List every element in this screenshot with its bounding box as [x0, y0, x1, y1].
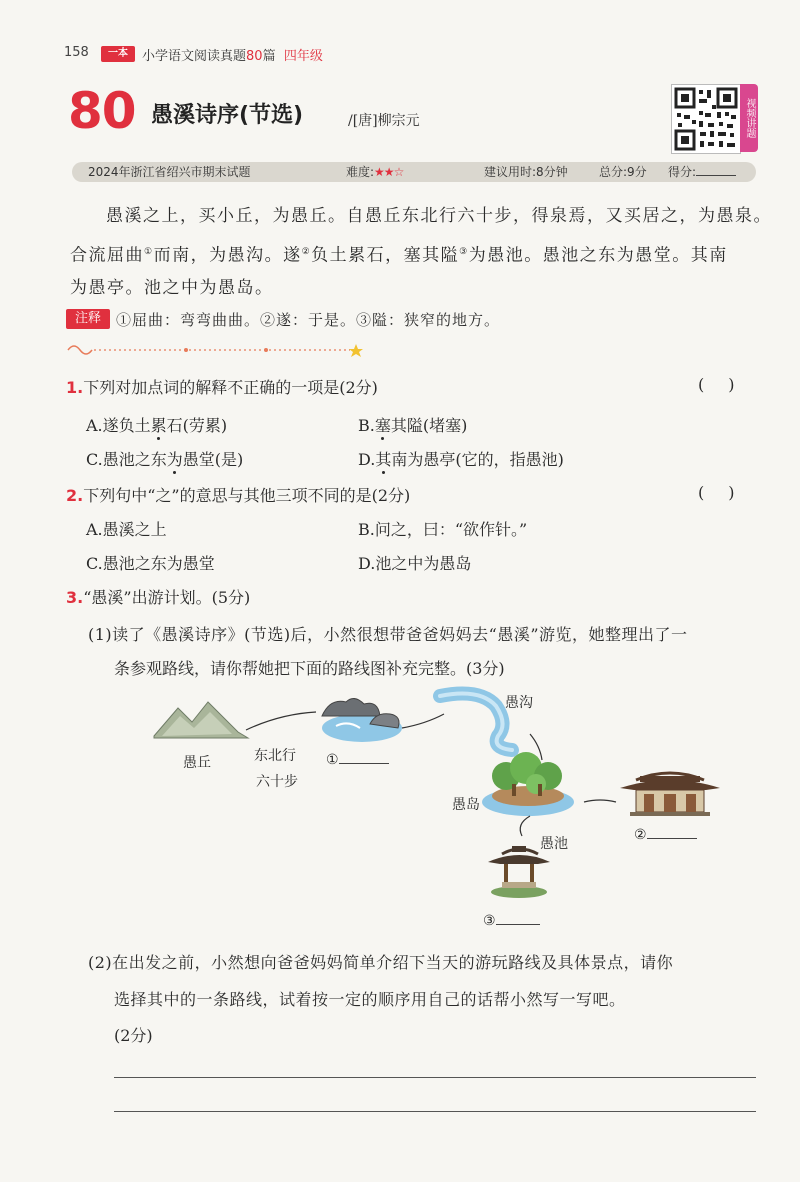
route-diagram [140, 684, 740, 944]
q1-option-a[interactable]: A.遂负土累石(劳累) [86, 416, 228, 435]
q1-option-c[interactable]: C.愚池之东为愚堂(是) [86, 450, 244, 469]
label-yuqiu: 愚丘 [183, 755, 211, 771]
notes-text: ①屈曲：弯弯曲曲。②遂：于是。③隘：狭窄的地方。 [116, 311, 501, 329]
lesson-title: 愚溪诗序(节选) [151, 103, 304, 128]
difficulty: 难度:★★☆ [346, 165, 404, 179]
q2-option-a[interactable]: A.愚溪之上 [86, 520, 167, 539]
q2-option-b[interactable]: B.问之，曰：“欲作针。” [358, 520, 528, 539]
blank-1-answer[interactable]: ① [326, 752, 389, 768]
answer-line-1[interactable] [114, 1077, 756, 1078]
q3-sub2-line1: (2)在出发之前，小然想向爸爸妈妈简单介绍下当天的游玩路线及具体景点，请你 [88, 953, 674, 972]
pavilion-icon [488, 846, 550, 898]
qr-code-icon[interactable] [671, 84, 741, 154]
q3-sub1-line1: (1)读了《愚溪诗序》(节选)后，小然很想带爸爸妈妈去“愚溪”游览，她整理出了一 [88, 625, 688, 644]
hall-building-icon [620, 773, 720, 816]
island-icon [482, 752, 574, 816]
total-score: 总分:9分 [599, 165, 647, 179]
passage-line-1: 愚溪之上，买小丘，为愚丘。自愚丘东北行六十步，得泉焉，又买居之，为愚泉。 [106, 206, 772, 226]
label-yugou: 愚沟 [505, 695, 533, 711]
score-field[interactable]: 得分: [668, 162, 736, 182]
star-icon [349, 344, 363, 357]
q2-answer-box[interactable]: () [698, 483, 759, 502]
notes-tag: 注释 [66, 309, 110, 329]
page-number: 158 [64, 45, 89, 60]
q2-option-c[interactable]: C.愚池之东为愚堂 [86, 554, 215, 573]
q1-answer-box[interactable]: () [698, 375, 759, 394]
yuqiu-hill-icon [154, 702, 248, 738]
blank-3-answer[interactable]: ③ [483, 913, 540, 929]
q3-sub2-line2: 选择其中的一条路线，试着按一定的顺序用自己的话帮小然写一写吧。 [114, 990, 626, 1009]
series-title: 小学语文阅读真题80篇 四年级 [142, 49, 323, 64]
passage-line-3: 为愚亭。池之中为愚岛。 [70, 278, 274, 298]
q3-sub1-line2: 条参观路线，请你帮她把下面的路线图补充完整。(3分) [114, 659, 505, 678]
exam-source: 2024年浙江省绍兴市期末试题 [88, 165, 251, 179]
answer-line-2[interactable] [114, 1111, 756, 1112]
passage-line-2: 合流屈曲①而南，为愚沟。遂②负土累石，塞其隘③为愚池。愚池之东为愚堂。其南 [70, 245, 728, 266]
label-direction-1: 东北行 [254, 748, 296, 764]
q2-option-d[interactable]: D.池之中为愚岛 [358, 554, 472, 573]
label-yudao: 愚岛 [452, 797, 480, 813]
video-explain-tab[interactable]: 视频讲题 [740, 84, 758, 152]
route-line [246, 712, 316, 730]
q3-sub2-line3: (2分) [114, 1026, 153, 1045]
label-direction-2: 六十步 [256, 774, 298, 790]
lesson-author: /[唐]柳宗元 [348, 113, 420, 129]
label-yuchi: 愚池 [540, 836, 568, 852]
suggested-time: 建议用时:8分钟 [484, 165, 568, 179]
qr-code-graphic [672, 85, 740, 153]
q1-option-d[interactable]: D.其南为愚亭(它的，指愚池) [358, 450, 564, 469]
question-2: 2.下列句中“之”的意思与其他三项不同的是(2分) [66, 486, 411, 505]
spring-rocks-icon [322, 698, 402, 742]
blank-2-answer[interactable]: ② [634, 827, 697, 843]
brand-badge: 一本 [101, 46, 135, 62]
decorative-divider [66, 340, 366, 360]
question-1: 1.下列对加点词的解释不正确的一项是(2分) [66, 378, 378, 397]
q1-option-b[interactable]: B.塞其隘(堵塞) [358, 416, 468, 435]
difficulty-stars: ★★☆ [374, 165, 404, 179]
lesson-number: 80 [68, 82, 136, 140]
question-3: 3.“愚溪”出游计划。(5分) [66, 588, 251, 607]
